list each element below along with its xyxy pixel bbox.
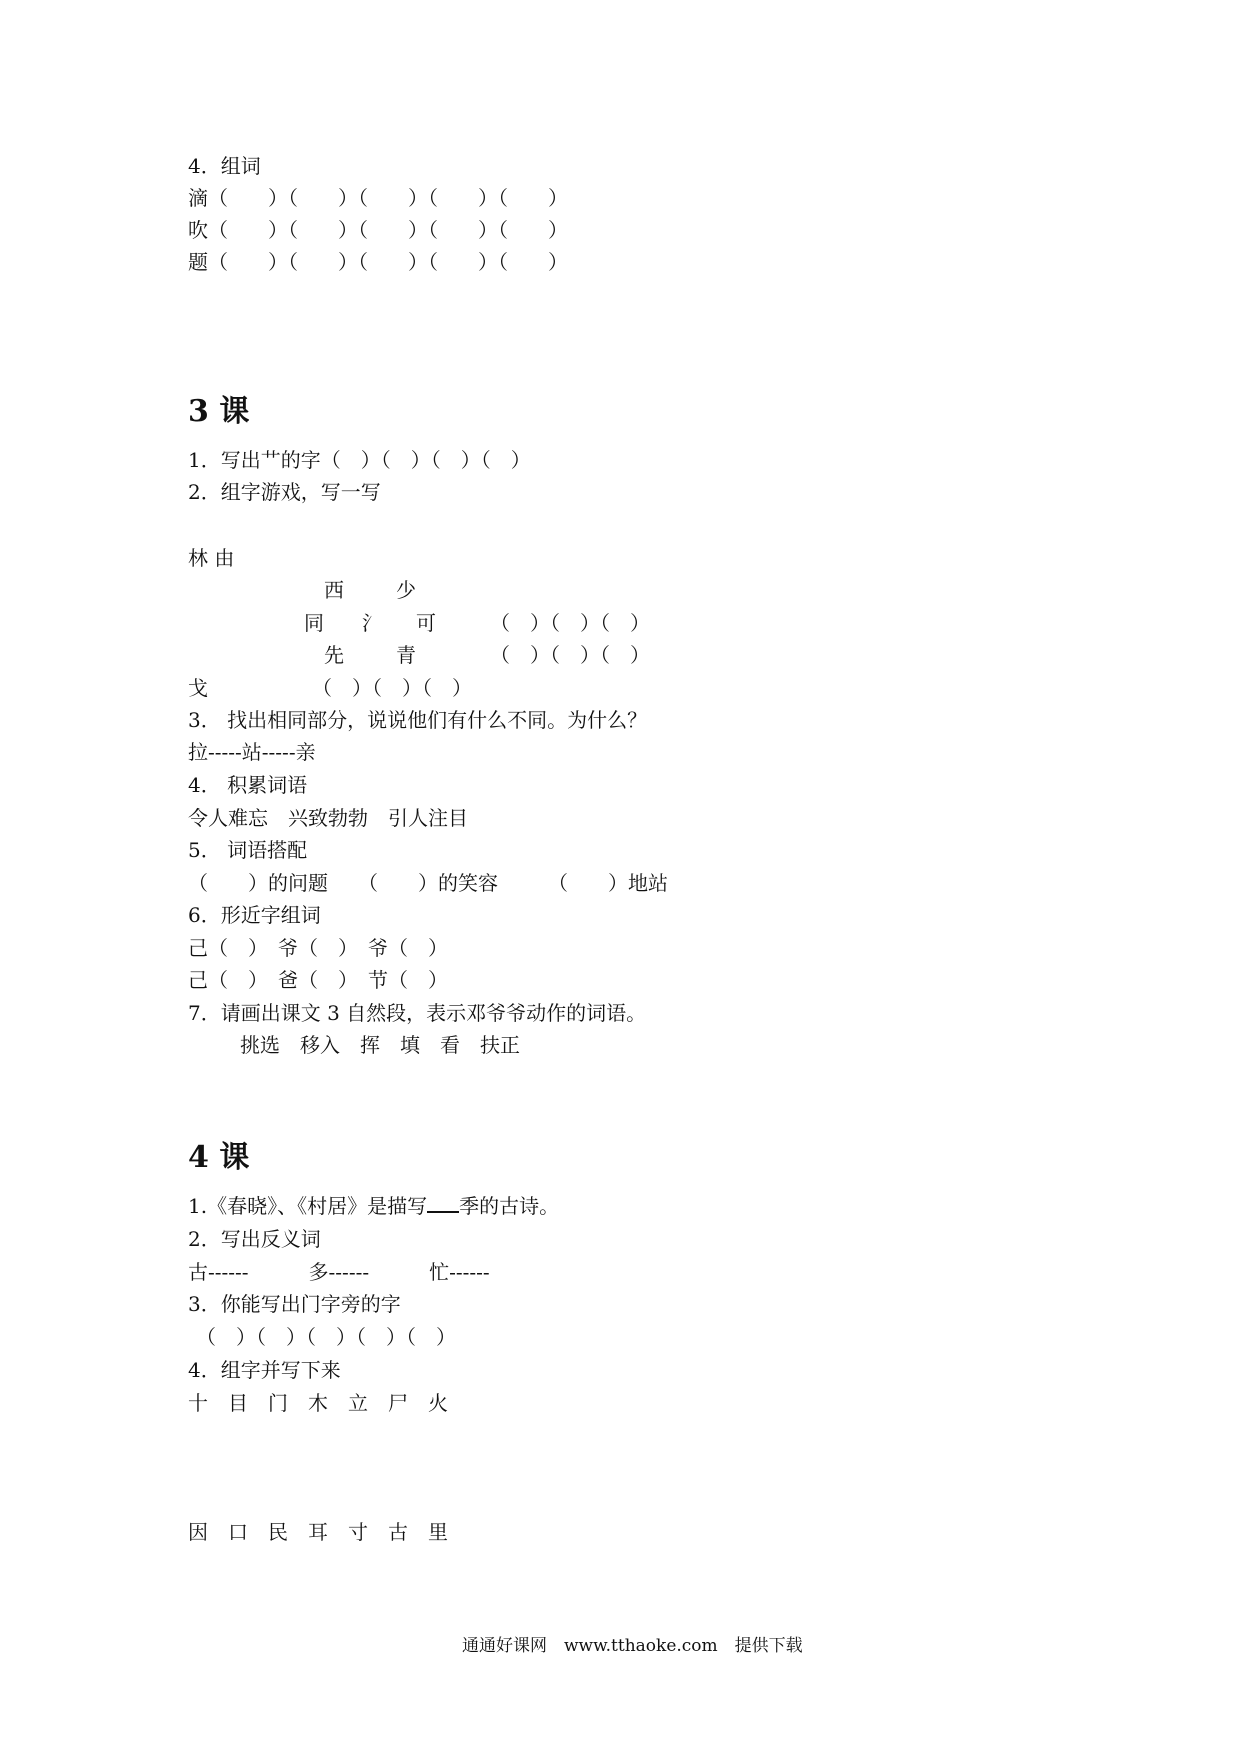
l2-row-3: 题（ ）（ ）（ ）（ ）（ ） bbox=[188, 250, 568, 274]
l3-q4: 4． 积累词语 bbox=[188, 773, 308, 797]
l2-row-2: 吹（ ）（ ）（ ）（ ）（ ） bbox=[188, 218, 568, 242]
l3-q3: 3． 找出相同部分，说说他们有什么不同。为什么？ bbox=[188, 708, 648, 732]
l3-q5: 5． 词语搭配 bbox=[188, 838, 308, 862]
game-char-qing: 青 bbox=[396, 643, 416, 667]
fill-blank-line bbox=[427, 1193, 459, 1213]
game-blanks-1: （ ）（ ）（ ） bbox=[490, 611, 650, 635]
l3-q4-ans: 令人难忘 兴致勃勃 引人注目 bbox=[188, 806, 468, 830]
l3-q7-ans: 挑选 移入 挥 填 看 扶正 bbox=[240, 1033, 520, 1057]
game-char-ke: 可 bbox=[416, 611, 436, 635]
l3-q1: 1．写出艹的字（ ）（ ）（ ）（ ） bbox=[188, 448, 531, 472]
l2-row-1: 滴（ ）（ ）（ ）（ ）（ ） bbox=[188, 186, 568, 210]
l4-q4: 4．组字并写下来 bbox=[188, 1358, 341, 1382]
l4-q2: 2．写出反义词 bbox=[188, 1227, 321, 1251]
l3-q5-ans: （ ）的问题 （ ）的笑容 （ ）地站 bbox=[188, 871, 668, 895]
game-char-ge: 戈 bbox=[188, 676, 208, 700]
page-footer: 通通好课网 www.tthaoke.com 提供下载 bbox=[462, 1636, 803, 1656]
l3-q2: 2．组字游戏，写一写 bbox=[188, 480, 381, 504]
l4-q2-ans: 古------ 多------ 忙------ bbox=[188, 1260, 490, 1284]
game-blanks-3: （ ）（ ）（ ） bbox=[312, 676, 472, 700]
l3-q6: 6．形近字组词 bbox=[188, 903, 321, 927]
l3-q3-ans: 拉-----站-----亲 bbox=[188, 740, 316, 764]
game-blanks-2: （ ）（ ）（ ） bbox=[490, 643, 650, 667]
l4-char-row-1: 十 目 门 木 立 尸 火 bbox=[188, 1391, 448, 1415]
game-row-1: 林 由 bbox=[188, 546, 235, 570]
lesson4-heading: 4 课 bbox=[188, 1140, 250, 1175]
game-radical-water: 氵 bbox=[362, 611, 382, 635]
game-char-tong: 同 bbox=[304, 611, 324, 635]
l3-q7: 7．请画出课文 3 自然段，表示邓爷爷动作的词语。 bbox=[188, 1001, 647, 1025]
l4-q1 bbox=[188, 1192, 559, 1220]
l4-char-row-2: 因 口 民 耳 寸 古 里 bbox=[188, 1520, 448, 1544]
game-char-xian: 先 bbox=[324, 643, 344, 667]
l4-q3: 3．你能写出门字旁的字 bbox=[188, 1292, 401, 1316]
l4-q1-suffix: 季的古诗。 bbox=[459, 1194, 560, 1218]
game-char-xi: 西 bbox=[324, 578, 344, 602]
l3-q6-row-2: 己（ ） 爸（ ） 节（ ） bbox=[188, 968, 448, 992]
l3-q6-row-1: 己（ ） 爷（ ） 爷（ ） bbox=[188, 936, 448, 960]
l4-q3-ans: （ ）（ ）（ ）（ ）（ ） bbox=[196, 1325, 456, 1349]
l4-q1-prefix: 1.《春晓》、《村居》是描写 bbox=[188, 1194, 428, 1218]
l2-q4-title: 4．组词 bbox=[188, 154, 261, 178]
lesson3-heading: 3 课 bbox=[188, 394, 250, 429]
game-char-shao: 少 bbox=[396, 578, 416, 602]
